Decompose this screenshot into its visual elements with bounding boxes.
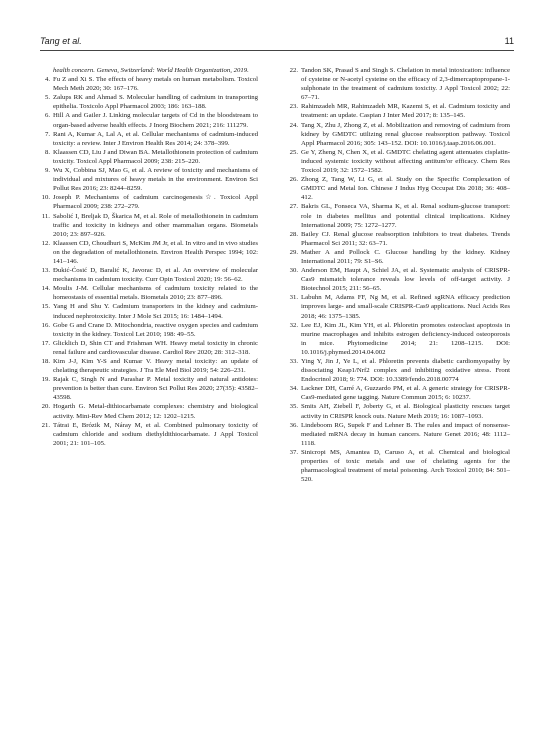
reference-number: 27.: [289, 203, 298, 211]
reference-number: 13.: [41, 267, 50, 275]
reference-text: Tátrai E, Brózik M, Náray M, et al. Combined pulmonary toxicity of cadmium chloride and sodium diethyldithiocarbamate. J Appl Toxicol 2001; 21: 101–105.: [53, 421, 258, 447]
reference-text: Zalups RK and Ahmad S. Molecular handling of cadmium in transporting epithelia. Toxicolo Appl Pharmacol 2003; 186: 163–188.: [53, 94, 258, 111]
reference-column-right: [288, 66, 510, 484]
reference-item: [40, 375, 258, 402]
reference-text: Bailey CJ. Renal glucose reabsorption inhibitors to treat diabetes. Trends Pharmacol Sci 2011; 32: 63–71.: [301, 230, 510, 247]
reference-number: 6.: [44, 112, 50, 120]
reference-item: [288, 384, 510, 402]
reference-number: 37.: [289, 448, 298, 456]
reference-item: [40, 321, 258, 339]
reference-item: [288, 402, 510, 420]
reference-number: 10.: [41, 194, 50, 202]
reference-item: [288, 121, 510, 148]
header-rule: [40, 50, 514, 51]
reference-number: 5.: [44, 94, 50, 102]
reference-item: [40, 193, 258, 211]
reference-list-left: [40, 75, 258, 448]
reference-number: 24.: [289, 121, 298, 129]
reference-item: [288, 66, 510, 102]
reference-text: Joseph P. Mechanisms of cadmium carcinogenesis☆. Toxicol Appl Pharmacol 2009; 238: 272–279.: [53, 194, 258, 211]
reference-number: 34.: [289, 385, 298, 393]
reference-item: [40, 284, 258, 302]
reference-item: [40, 421, 258, 448]
reference-text: Zhong Z, Tang W, Li G, et al. Study on the Specific Complexation of GMDTC and Metal Ion. Chinese J Indus Hyg Occupat Dis 2018; 36: 408–412.: [301, 176, 510, 202]
reference-item: [288, 293, 510, 320]
reference-number: 9.: [44, 167, 50, 175]
reference-item: [288, 148, 510, 175]
reference-number: 23.: [289, 103, 298, 111]
reference-number: 25.: [289, 148, 298, 156]
reference-number: 36.: [289, 421, 298, 429]
reference-text: Ying Y, Jin J, Ye L, et al. Phloretin prevents diabetic cardiomyopathy by dissociating Keap1/Nrf2 complex and inhibiting oxidative stress. Front Endocrinol 2018; 9: 774. DOI: 10.3389/fendo.2018.00774: [301, 358, 510, 384]
reference-number: 4.: [44, 76, 50, 84]
reference-item: [40, 266, 258, 284]
reference-item: [40, 402, 258, 420]
reference-text: Lackner DH, Carré A, Guzzardo PM, et al. A generic strategy for CRISPR-Cas9-mediated gene tagging. Nature Commun 2015; 6: 10237.: [301, 385, 510, 402]
reference-text: Wu X, Cobbina SJ, Mao G, et al. A review of toxicity and mechanisms of individual and mixtures of heavy metals in the environment. Environ Sci Pollut Res 2016; 23: 8244–8259.: [53, 167, 258, 193]
reference-item: [40, 111, 258, 129]
reference-text: Hill A and Gailer J. Linking molecular targets of Cd in the bloodstream to organ-based adverse health effects. J Inorg Biochem 2021; 216: 111279.: [53, 112, 258, 129]
reference-item: [288, 175, 510, 202]
reference-column-left: [40, 66, 258, 448]
reference-number: 7.: [44, 130, 50, 138]
reference-item: [40, 166, 258, 193]
reference-text: Sabolić I, Breljak D, Škarica M, et al. Role of metallothionein in cadmium traffic and toxicity in kidneys and other mammalian organs. Biometals 2010; 23: 897–926.: [53, 212, 258, 238]
reference-text: Gobe G and Crane D. Mitochondria, reactive oxygen species and cadmium toxicity in the kidney. Toxicol Let 2010; 198: 49–55.: [53, 321, 258, 338]
reference-number: 11.: [41, 212, 50, 220]
reference-text: Sinicropi MS, Amantea D, Caruso A, et al. Chemical and biological properties of toxic metals and use of chelating agents for the pharmacological treatment of metal poisoning. Arch Toxicol 2010; 84: 501–520.: [301, 448, 510, 484]
reference-number: 30.: [289, 267, 298, 275]
reference-text: Kim J-J, Kim Y-S and Kumar V. Heavy metal toxicity: an update of chelating therapeutic strategies. J Tra Ele Med Biol 2019; 54: 226–231.: [53, 358, 258, 375]
reference-text: Rani A, Kumar A, Lal A, et al. Cellular mechanisms of cadmium-induced toxicity: a review. Inter J Environ Health Res 2014; 24: 378–399.: [53, 130, 258, 147]
reference-text: Fu Z and Xi S. The effects of heavy metals on human metabolism. Toxicol Mech Meth 2020; 30: 167–176.: [53, 76, 258, 93]
reference-continuation: health concern. Geneva, Switzerland: World Health Organization, 2019.: [53, 67, 249, 74]
reference-item: [40, 148, 258, 166]
reference-item: [40, 212, 258, 239]
reference-item: [288, 321, 510, 357]
reference-text: Yang H and Shu Y. Cadmium transporters in the kidney and cadmium-induced nephrotoxicity. Inter J Mole Sci 2015; 16: 1484–1494.: [53, 303, 258, 320]
reference-number: 31.: [289, 294, 298, 302]
running-author: Tang et al.: [40, 36, 82, 46]
reference-number: 21.: [41, 421, 50, 429]
reference-text: Hogarth G. Metal-dithiocarbamate complexes: chemistry and biological activity. Mini-Rev Med Chem 2012; 12: 1202–1215.: [53, 403, 258, 420]
reference-item: [288, 448, 510, 484]
reference-text: Lee EJ, Kim JL, Kim YH, et al. Phloretin promotes osteoclast apoptosis in murine macrophages and inhibits estrogen deficiency-induced osteoporosis in mice. Phytomedicine 2014; 21: 1208–1215. DOI: 10.1016/j.phymed.2014.04.002: [301, 321, 510, 356]
reference-number: 14.: [41, 285, 50, 293]
reference-item: [40, 302, 258, 320]
reference-text: Klaassen CD, Choudhuri S, McKim JM Jr, et al. In vitro and in vivo studies on the degradation of metallothionein. Environ Health Perspec 1994; 102: 141–146.: [53, 239, 258, 265]
reference-number: 16.: [41, 321, 50, 329]
reference-item: [288, 202, 510, 229]
reference-text: Tang X, Zhu J, Zhong Z, et al. Mobilization and removing of cadmium from kidney by GMDTC utilizing renal glucose reabsorption pathway. Toxicol Appl Pharmacol 2016; 305: 143–152. DOI: 10.1016/j.taap.2016.06.001.: [301, 121, 510, 147]
reference-item: [288, 102, 510, 120]
reference-item: [40, 357, 258, 375]
reference-number: 29.: [289, 248, 298, 256]
page-number: 11: [504, 36, 514, 46]
reference-item: [40, 130, 258, 148]
reference-text: Moulis J-M. Cellular mechanisms of cadmium toxicity related to the homeostasis of essential metals. Biometals 2010; 23: 877–896.: [53, 285, 258, 302]
reference-number: 26.: [289, 176, 298, 184]
reference-item: [288, 357, 510, 384]
reference-list-right: [288, 66, 510, 484]
reference-number: 19.: [41, 376, 50, 384]
reference-text: Mather A and Pollock C. Glucose handling by the kidney. Kidney International 2011; 79: S1–S6.: [301, 248, 510, 265]
reference-item: [288, 421, 510, 448]
reference-number: 22.: [289, 67, 298, 74]
reference-number: 18.: [41, 358, 50, 365]
reference-text: Anderson EM, Haupt A, Schiel JA, et al. Systematic analysis of CRISPR-Cas9 mismatch tolerance reveals low levels of off-target activity. J Biotechnol 2015; 211: 56–65.: [301, 267, 510, 293]
reference-text: Klaassen CD, Liu J and Diwan BA. Metallothionein protection of cadmium toxicity. Toxicol Appl Pharmacol 2009; 238: 215–220.: [53, 148, 258, 165]
reference-text: Đukić-Ćosić D, Baralić K, Javorac D, et al. An overview of molecular mechanisms in cadmium toxicity. Curr Opin Toxicol 2020; 19: 56–62.: [53, 267, 258, 284]
reference-number: 15.: [41, 303, 50, 311]
reference-number: 35.: [289, 403, 298, 411]
reference-item: [40, 339, 258, 357]
reference-text: Labuhn M, Adams FF, Ng M, et al. Refined sgRNA efficacy prediction improves large- and small-scale CRISPR-Cas9 applications. Nucl Acids Res 2018; 46: 1375–1385.: [301, 294, 510, 320]
reference-text: Rahimzadeh MR, Rahimzadeh MR, Kazemi S, et al. Cadmium toxicity and treatment: an update. Caspian J Inter Med 2017; 8: 135–145.: [301, 103, 510, 120]
reference-text: Tandon SK, Prasad S and Singh S. Chelation in metal intoxication: influence of cysteine or N-acetyl cysteine on the efficacy of 2,3-dimercaptopropane-1-sulphonate in the treatment of cadmium toxicity. J Appl Toxicol 2002; 22: 67–71.: [301, 67, 510, 102]
reference-number: 28.: [289, 230, 298, 238]
reference-item: [40, 239, 258, 266]
reference-number: 20.: [41, 403, 50, 411]
reference-text: Smits AH, Ziebell F, Joberty G, et al. Biological plasticity rescues target activity in CRISPR knock outs. Nature Meth 2019; 16: 1087–1093.: [301, 403, 510, 420]
reference-text: Rajak C, Singh N and Parashar P. Metal toxicity and natural antidotes: prevention is better than cure. Environ Sci Pollut Res 2020; 27(35): 43582–43598.: [53, 376, 258, 402]
reference-item: [40, 93, 258, 111]
reference-text: Lindeboom RG, Supek F and Lehner B. The rules and impact of nonsense-mediated mRNA decay in human cancers. Nature Genet 2016; 48: 1112–1118.: [301, 421, 510, 447]
reference-text: Bakris GL, Fonseca VA, Sharma K, et al. Renal sodium-glucose transport: role in diabetes mellitus and potential clinical implications. Kidney International 2009; 75: 1272–1277.: [301, 203, 510, 229]
running-header: [40, 36, 514, 50]
reference-number: 8.: [44, 148, 50, 156]
reference-item: [40, 75, 258, 93]
reference-item: [288, 230, 510, 248]
reference-number: 12.: [41, 239, 50, 247]
reference-text: Glicklich D, Shin CT and Frishman WH. Heavy metal toxicity in chronic renal failure and cardiovascular disease. Cardiol Rev 2020; 28: 312–318.: [53, 339, 258, 356]
reference-number: 32.: [289, 321, 298, 329]
reference-text: Ge Y, Zheng N, Chen X, et al. GMDTC chelating agent attenuates cisplatin-induced systemic toxicity without affecting antitum'or efficacy. Chem Res Toxicol 2019; 32: 1572–1582.: [301, 148, 510, 175]
reference-item: [288, 266, 510, 293]
reference-number: 33.: [289, 358, 298, 365]
reference-number: 17.: [41, 339, 50, 347]
reference-item: [288, 248, 510, 266]
